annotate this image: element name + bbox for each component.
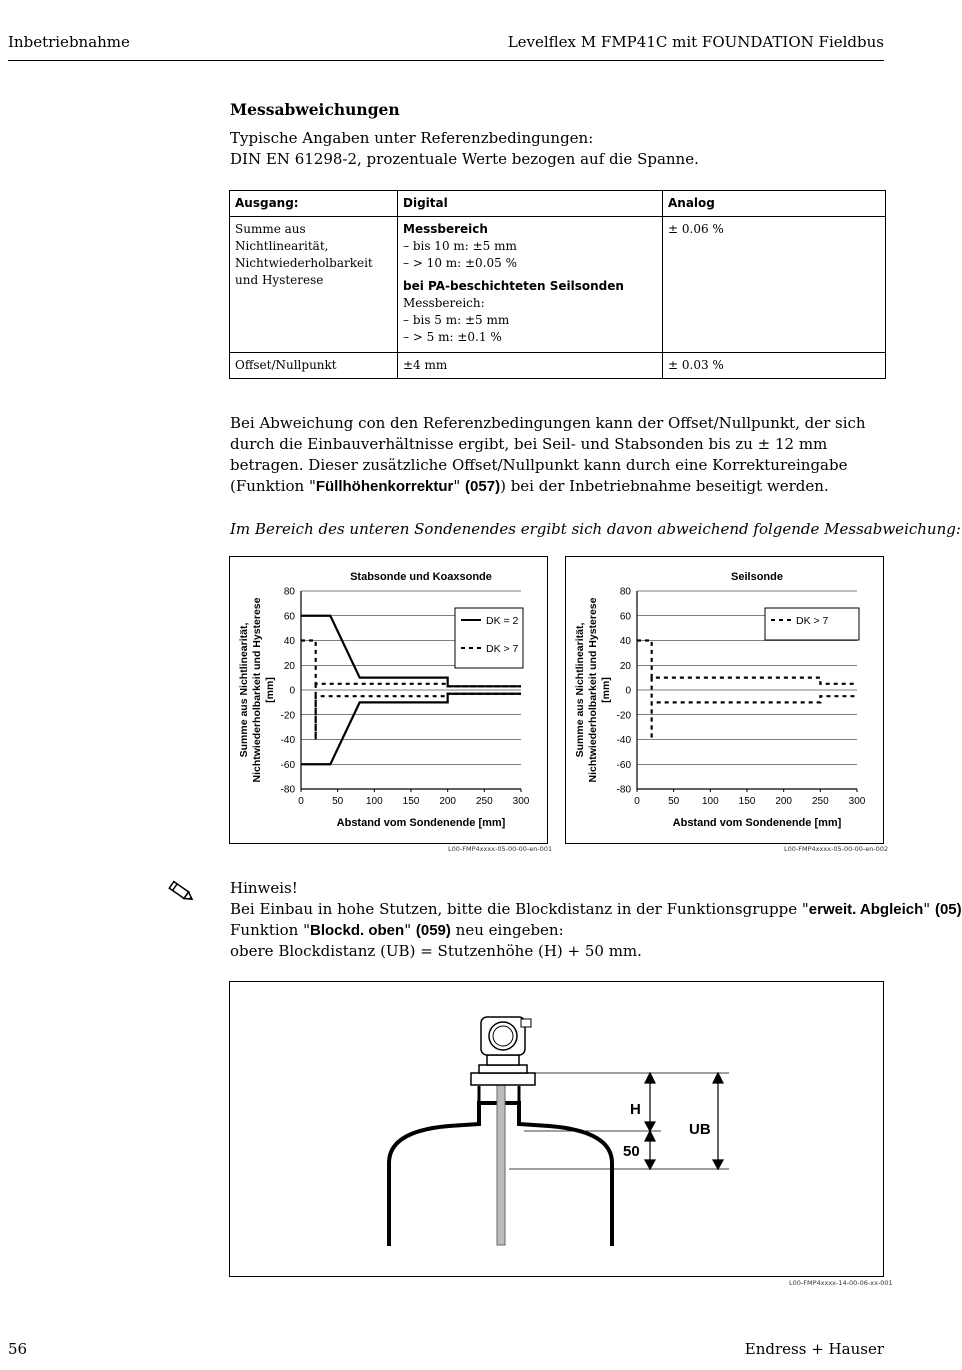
table-header-digital: Digital <box>398 191 663 217</box>
digital-subtext: Messbereich: <box>403 296 485 310</box>
x-tick-label: 200 <box>775 796 793 807</box>
y-tick-label: -60 <box>280 759 295 771</box>
digital-item: – > 10 m: ±0.05 % <box>403 256 517 270</box>
y-tick-label: -20 <box>616 710 631 722</box>
x-tick-label: 300 <box>848 796 866 807</box>
paragraph-text: Bei Abweichung con den Referenzbedingungen kann der Offset/Nullpunkt, der sich durch die Einbauverhältnisse ergibt, bei Seil- und Stabsonden bis zu ± 12 mm betragen. Dieser zusätzliche Offset/Nullpunkt kann durch eine Korrektureingabe (Funktion " <box>230 414 866 495</box>
footer-brand: Endress + Hauser <box>744 1340 884 1358</box>
flange <box>471 1073 535 1085</box>
legend-label: DK > 7 <box>486 643 519 655</box>
digital-item: – bis 10 m: ±5 mm <box>403 239 517 253</box>
intro-line-1: Typische Angaben unter Referenzbedingungen: <box>230 129 594 147</box>
x-tick-label: 250 <box>811 796 829 807</box>
x-axis-label: Abstand vom Sondenende [mm] <box>672 817 842 829</box>
x-tick-label: 200 <box>439 796 457 807</box>
note-line: Bei Einbau in hohe Stutzen, bitte die Blockdistanz in der Funktionsgruppe "erweit. Abgleich" (05) <box>230 900 962 918</box>
chart-title: Stabsonde und Koaxsonde <box>350 571 492 583</box>
chart-seilsonde <box>565 556 884 844</box>
table-cell-label: Summe aus Nichtlinearität, Nichtwiederholbarkeit und Hysterese <box>230 217 398 353</box>
digital-subheading: Messbereich <box>403 222 488 236</box>
y-tick-label: 0 <box>289 685 295 697</box>
chart-stabsonde <box>229 556 548 844</box>
chart-title: Seilsonde <box>731 571 783 583</box>
y-tick-label: 0 <box>625 685 631 697</box>
italic-note: Im Bereich des unteren Sondenendes ergibt sich davon abweichend folgende Messabweichung: <box>230 520 961 538</box>
y-tick-label: -60 <box>616 759 631 771</box>
digital-item: – > 5 m: ±0.1 % <box>403 330 502 344</box>
x-tick-label: 150 <box>402 796 420 807</box>
section-intro <box>230 128 890 170</box>
function-name: Füllhöhenkorrektur <box>315 478 454 495</box>
x-tick-label: 0 <box>298 796 304 807</box>
table-header-row <box>230 191 886 217</box>
function-code: (057) <box>465 478 501 495</box>
y-axis-label: [mm] <box>600 677 612 703</box>
table-cell-digital <box>398 217 663 353</box>
table-header-output: Ausgang: <box>230 191 398 217</box>
x-tick-label: 100 <box>365 796 383 807</box>
x-tick-label: 300 <box>512 796 530 807</box>
y-axis-label: Summe aus Nichtlinearität, <box>574 622 586 758</box>
y-tick-label: -40 <box>616 735 631 746</box>
page-number: 56 <box>8 1340 28 1358</box>
y-tick-label: -20 <box>280 710 295 722</box>
x-tick-label: 100 <box>701 796 719 807</box>
offset-paragraph <box>230 413 890 497</box>
chart-caption: L00-FMP4xxxx-05-00-00-en-002 <box>784 845 889 853</box>
table-header-analog: Analog <box>663 191 886 217</box>
chart-caption: L00-FMP4xxxx-05-00-00-en-001 <box>448 845 553 853</box>
y-tick-label: 60 <box>619 611 631 623</box>
label-ub: UB <box>689 1121 711 1138</box>
note-block <box>230 878 962 962</box>
y-tick-label: 40 <box>619 636 631 647</box>
table-cell-analog: ± 0.06 % <box>663 217 886 353</box>
section-title: Messabweichungen <box>230 100 400 119</box>
y-tick-label: -40 <box>280 735 295 746</box>
pencil-icon <box>163 878 197 906</box>
digital-subheading: bei PA-beschichteten Seilsonden <box>403 279 624 293</box>
table-row <box>230 353 886 379</box>
x-tick-label: 150 <box>738 796 756 807</box>
y-axis-label: [mm] <box>264 677 276 703</box>
y-tick-label: 60 <box>283 611 295 623</box>
running-header-right: Levelflex M FMP41C mit FOUNDATION Fieldbus <box>507 33 884 51</box>
y-tick-label: -80 <box>280 784 295 796</box>
y-tick-label: 40 <box>283 636 295 647</box>
installation-figure <box>229 981 884 1277</box>
y-tick-label: 80 <box>619 586 631 598</box>
note-title: Hinweis! <box>230 879 298 897</box>
table-cell-label: Offset/Nullpunkt <box>230 353 398 379</box>
note-line: obere Blockdistanz (UB) = Stutzenhöhe (H) + 50 mm. <box>230 942 642 960</box>
label-50: 50 <box>623 1143 640 1160</box>
running-header-left: Inbetriebnahme <box>8 33 130 51</box>
y-tick-label: 80 <box>283 586 295 598</box>
note-line: Funktion "Blockd. oben" (059) neu eingeben: <box>230 921 564 939</box>
x-tick-label: 0 <box>634 796 640 807</box>
table-cell-digital: ±4 mm <box>398 353 663 379</box>
y-axis-label: Summe aus Nichtlinearität, <box>238 622 250 758</box>
intro-line-2: DIN EN 61298-2, prozentuale Werte bezogen auf die Spanne. <box>230 150 699 168</box>
label-h: H <box>630 1101 641 1118</box>
legend-label: DK > 7 <box>796 615 829 627</box>
x-tick-label: 50 <box>332 796 344 807</box>
accuracy-table <box>229 190 886 379</box>
y-tick-label: 20 <box>619 660 631 672</box>
figure-caption: L00-FMP4xxxx-14-00-06-xx-001 <box>789 1279 893 1287</box>
chart-frame <box>230 557 548 844</box>
chart-frame <box>566 557 884 844</box>
x-tick-label: 250 <box>475 796 493 807</box>
table-cell-analog: ± 0.03 % <box>663 353 886 379</box>
y-axis-label: Nichtwiederholbarkeit und Hysterese <box>251 597 263 783</box>
header-rule <box>8 60 884 61</box>
probe-rod <box>497 1085 505 1245</box>
x-axis-label: Abstand vom Sondenende [mm] <box>336 817 506 829</box>
table-row <box>230 217 886 353</box>
paragraph-text: ) bei der Inbetriebnahme beseitigt werden. <box>500 477 829 495</box>
y-tick-label: 20 <box>283 660 295 672</box>
digital-item: – bis 5 m: ±5 mm <box>403 313 510 327</box>
x-tick-label: 50 <box>668 796 680 807</box>
y-axis-label: Nichtwiederholbarkeit und Hysterese <box>587 597 599 783</box>
paragraph-text: " <box>453 477 466 495</box>
legend-label: DK = 2 <box>486 615 519 627</box>
y-tick-label: -80 <box>616 784 631 796</box>
